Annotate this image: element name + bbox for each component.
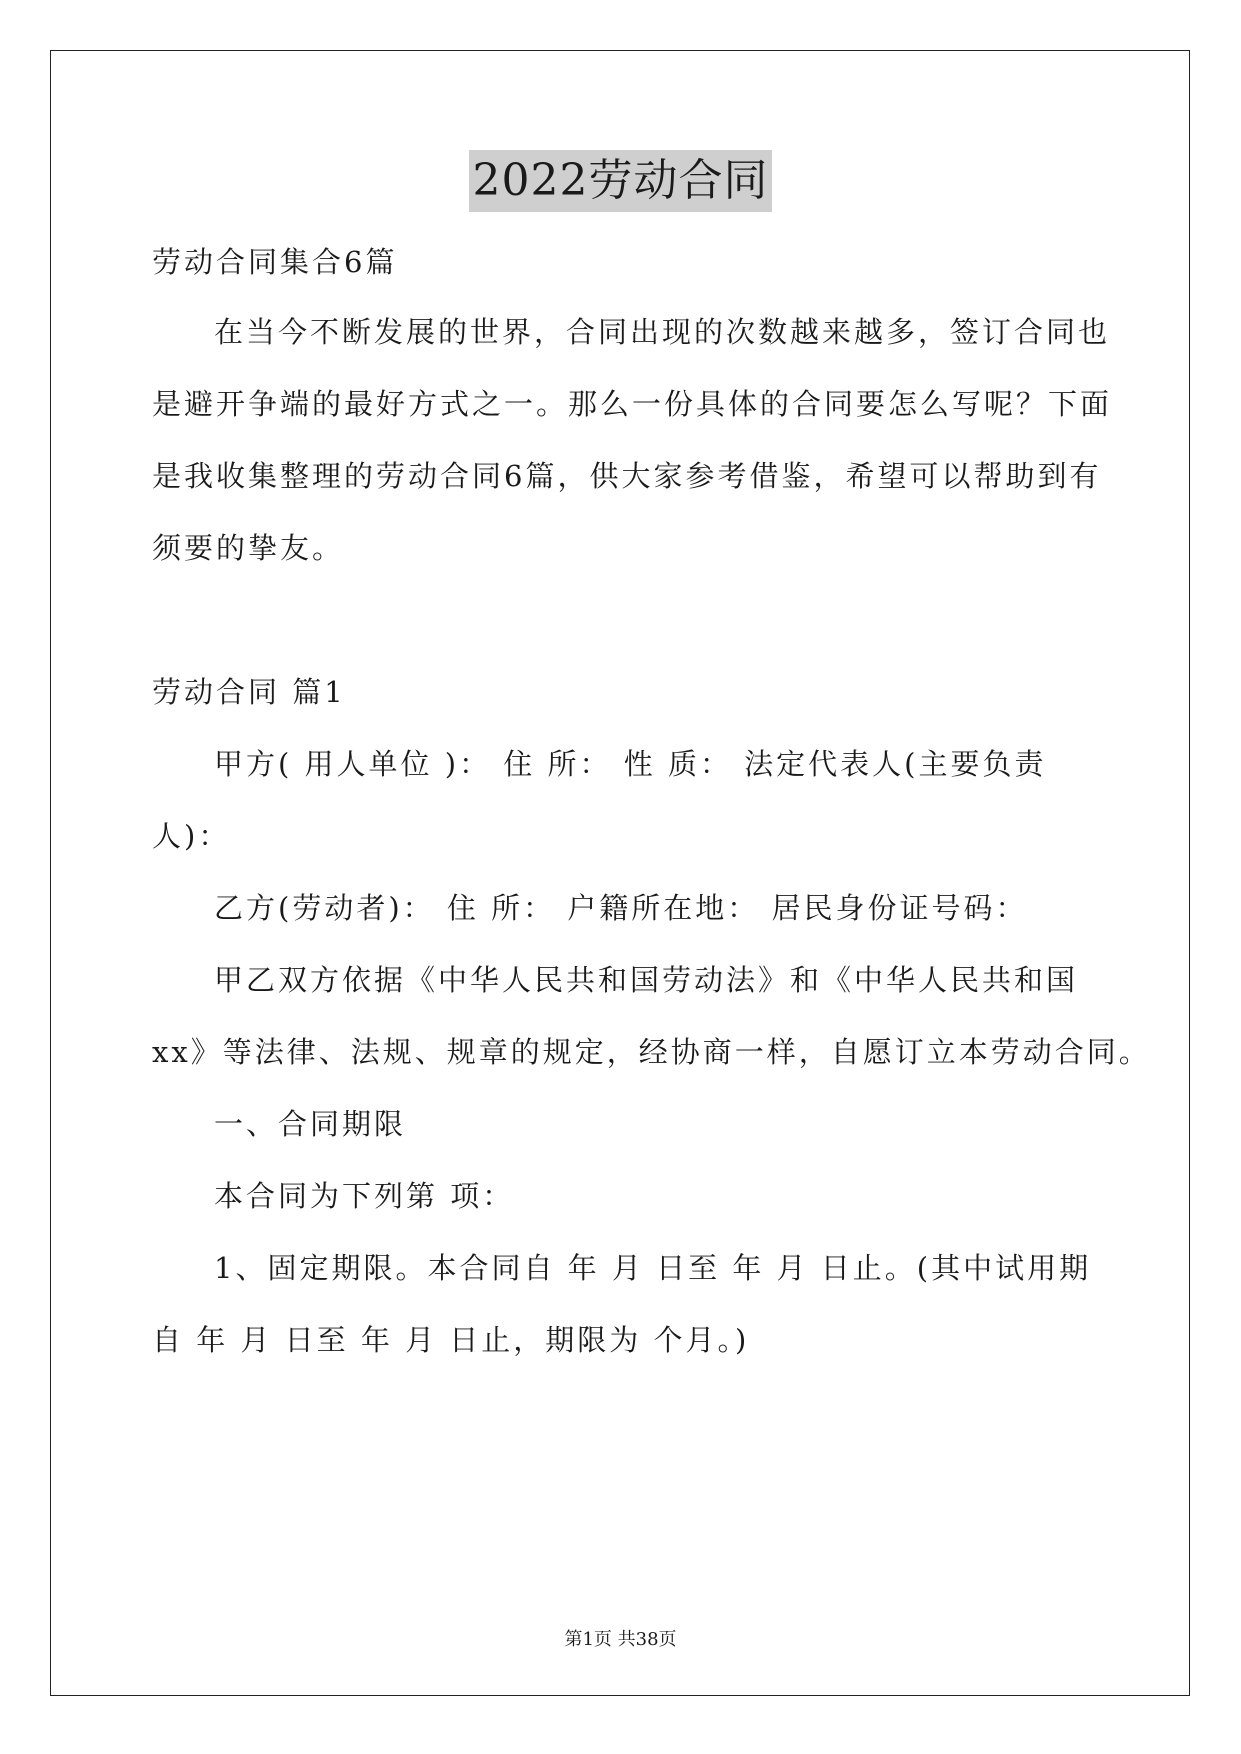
clause-item-line-1: 1、固定期限。本合同自 年 月 日至 年 月 日止。(其中试用期 [214, 1251, 1092, 1285]
party-b-line: 乙方(劳动者)： 住 所： 户籍所在地： 居民身份证号码： [214, 891, 1028, 925]
intro-line-1: 在当今不断发展的世界，合同出现的次数越来越多，签订合同也 [214, 315, 1111, 349]
section-heading: 劳动合同 篇1 [152, 675, 346, 709]
document-title: 2022劳动合同 [469, 150, 773, 212]
clause-intro: 本合同为下列第 项： [214, 1179, 515, 1213]
clause-item-line-2: 自 年 月 日至 年 月 日止，期限为 个月。) [152, 1323, 750, 1357]
basis-line-1: 甲乙双方依据《中华人民共和国劳动法》和《中华人民共和国 [214, 963, 1079, 997]
title-container [0, 150, 1241, 212]
intro-line-2: 是避开争端的最好方式之一。那么一份具体的合同要怎么写呢？下面 [152, 387, 1113, 421]
page-number: 第1页 共38页 [564, 1629, 677, 1650]
intro-line-3: 是我收集整理的劳动合同6篇，供大家参考借鉴，希望可以帮助到有 [152, 459, 1102, 493]
clause-heading: 一、合同期限 [214, 1107, 407, 1141]
document-subtitle: 劳动合同集合6篇 [152, 245, 398, 279]
page-border [50, 50, 1190, 1696]
party-a-line-1: 甲方( 用人单位 )： 住 所： 性 质： 法定代表人(主要负责 [214, 747, 1047, 781]
basis-line-2: xx》等法律、法规、规章的规定，经协商一样，自愿订立本劳动合同。 [152, 1035, 1151, 1069]
party-a-line-2: 人)： [152, 819, 231, 853]
intro-line-4: 须要的挚友。 [152, 531, 345, 565]
